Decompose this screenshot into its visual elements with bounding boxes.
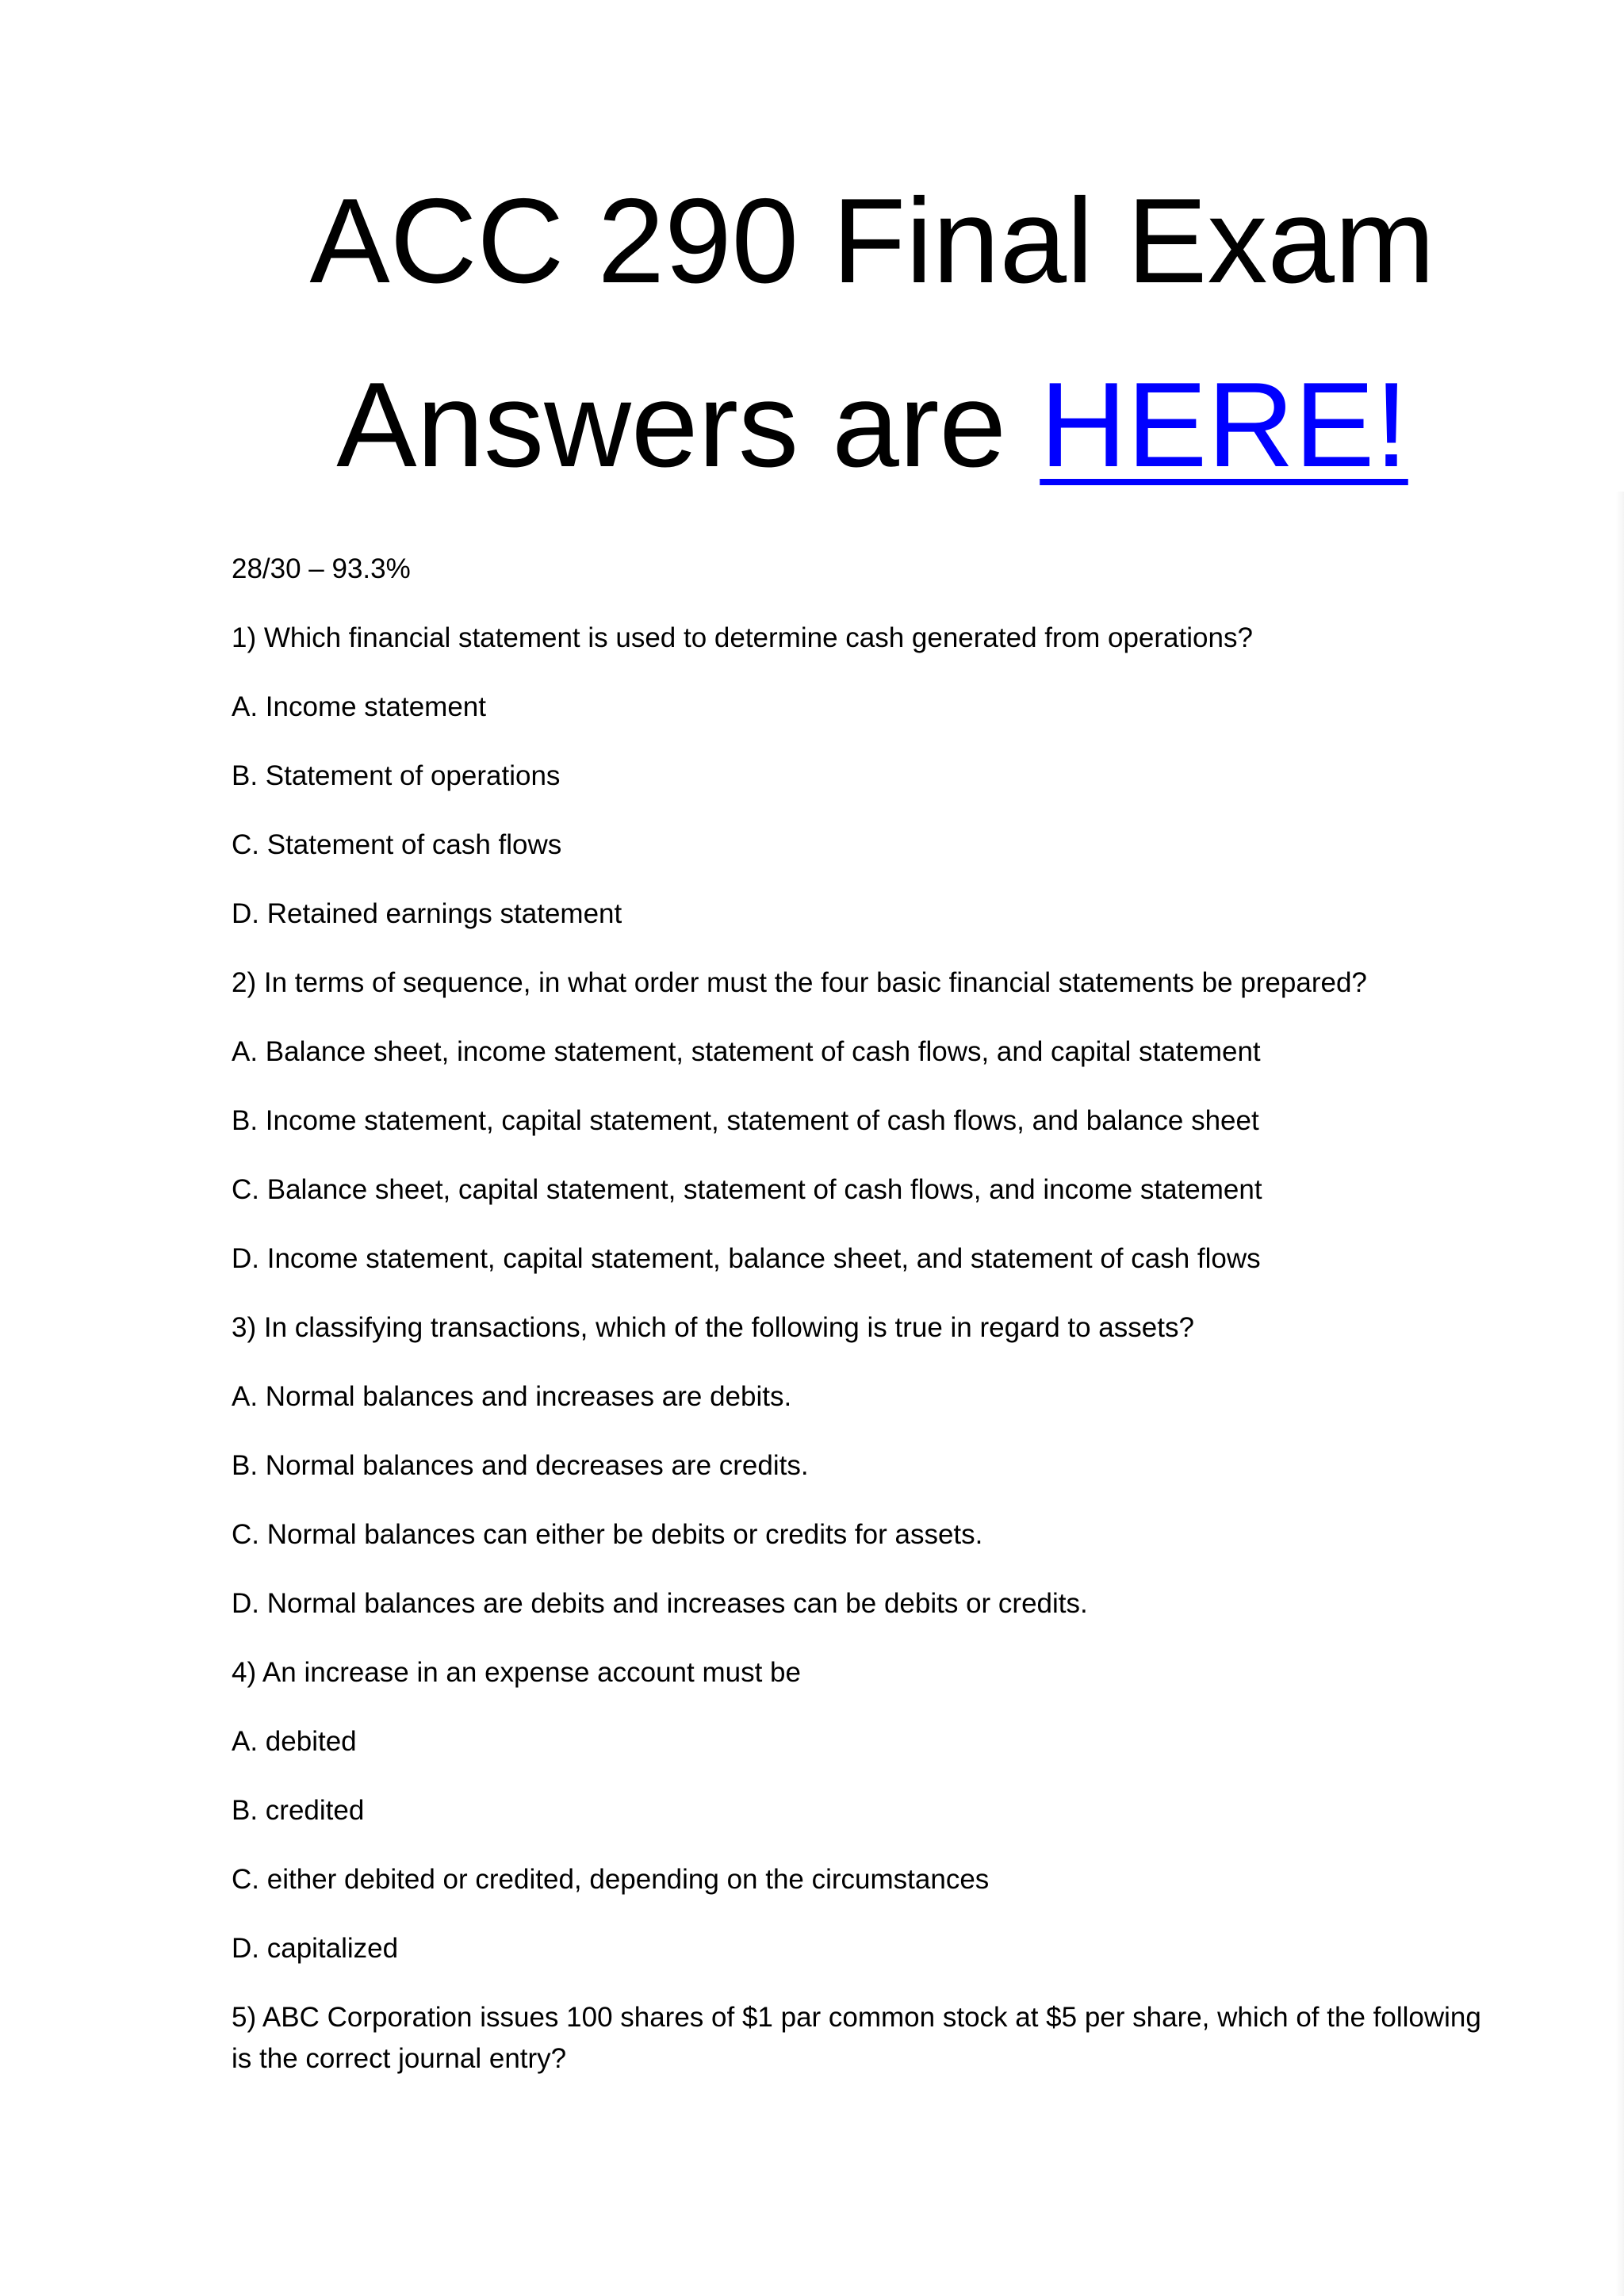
question-2-option-d: D. Income statement, capital statement, balance sheet, and statement of cash flows [232, 1243, 1261, 1274]
question-2-option-c: C. Balance sheet, capital statement, statement of cash flows, and income statement [232, 1174, 1262, 1205]
page-title-line-2 [0, 358, 1624, 492]
question-4-option-c: C. either debited or credited, depending on the circumstances [232, 1864, 990, 1895]
question-4-option-a: A. debited [232, 1726, 357, 1757]
page-title-line-1 [0, 174, 1624, 308]
question-2: 2) In terms of sequence, in what order must the four basic financial statements be prepared? [232, 967, 1367, 998]
question-3-option-d: D. Normal balances are debits and increases can be debits or credits. [232, 1588, 1088, 1619]
question-1-option-a: A. Income statement [232, 691, 486, 722]
question-1-option-c: C. Statement of cash flows [232, 829, 562, 860]
title-text-2-prefix: Answers are [336, 358, 1040, 492]
question-4-option-b: B. credited [232, 1795, 365, 1826]
question-5: 5) ABC Corporation issues 100 shares of $1 par common stock at $5 per share, which of the following is the correct journal entry? [232, 2002, 1481, 2074]
question-2-option-a: A. Balance sheet, income statement, statement of cash flows, and capital statement [232, 1036, 1261, 1067]
question-3-option-c: C. Normal balances can either be debits or credits for assets. [232, 1519, 983, 1550]
question-3-option-b: B. Normal balances and decreases are credits. [232, 1450, 809, 1481]
here-link[interactable]: HERE! [1040, 358, 1408, 492]
page-edge-shadow [1616, 492, 1624, 2296]
question-4: 4) An increase in an expense account must be [232, 1657, 801, 1688]
title-text-1: ACC 290 Final Exam [309, 174, 1435, 308]
document-body [232, 549, 1500, 2107]
score-text: 28/30 – 93.3% [232, 553, 411, 584]
question-3: 3) In classifying transactions, which of the following is true in regard to assets? [232, 1312, 1194, 1343]
question-1-option-d: D. Retained earnings statement [232, 898, 622, 929]
question-4-option-d: D. capitalized [232, 1933, 399, 1964]
question-3-option-a: A. Normal balances and increases are debits. [232, 1381, 792, 1412]
question-1: 1) Which financial statement is used to determine cash generated from operations? [232, 622, 1253, 653]
question-1-option-b: B. Statement of operations [232, 760, 561, 791]
question-2-option-b: B. Income statement, capital statement, statement of cash flows, and balance sheet [232, 1105, 1259, 1136]
